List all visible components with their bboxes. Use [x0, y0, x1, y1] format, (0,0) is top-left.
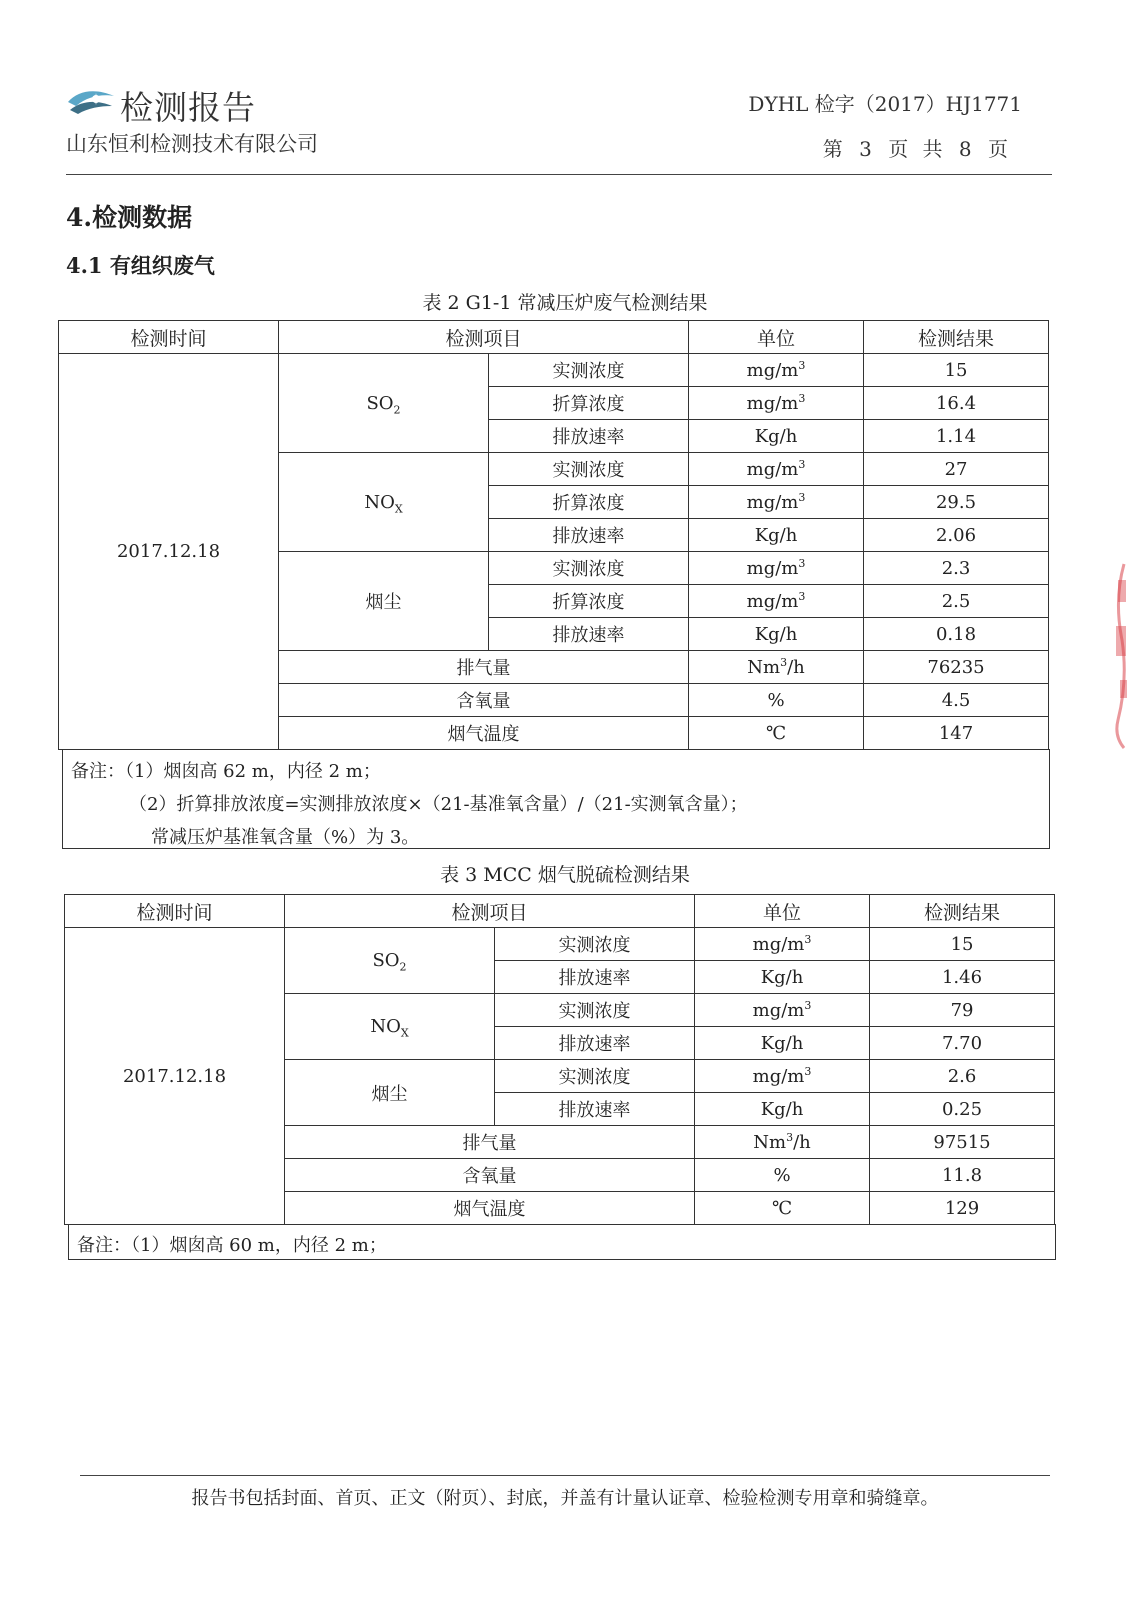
table3-item-cell: 烟气温度 [285, 1192, 695, 1225]
pollutant-name: 烟尘 [365, 592, 402, 613]
table2-note-line: （2）折算排放浓度=实测排放浓度×（21-基准氧含量）/（21-实测氧含量）； [129, 794, 748, 815]
header-divider [66, 174, 1052, 175]
table2-date-cell: 2017.12.18 [59, 354, 279, 750]
unit-label: $mg/m^3$ [752, 998, 812, 1021]
report-title: 检测报告 [120, 88, 256, 127]
page-mid: 页 共 [888, 137, 943, 161]
table2-value-cell: 76235 [864, 651, 1049, 684]
unit-label: Kg/h [754, 524, 798, 546]
report-code: DYHL 检字（2017）HJ1771 [748, 92, 1022, 116]
table2-value-cell: 2.06 [864, 519, 1049, 552]
table2-item-cell: 折算浓度 [489, 486, 689, 519]
table2-item-cell: 排放速率 [489, 519, 689, 552]
table2-value-cell: 29.5 [864, 486, 1049, 519]
page-indicator [823, 133, 1008, 162]
table3-header-cell: 检测时间 [65, 895, 285, 928]
unit-label: Kg/h [760, 1098, 804, 1120]
company-logo-icon [66, 84, 116, 118]
table2-unit-cell [689, 618, 864, 651]
table3-date-cell: 2017.12.18 [65, 928, 285, 1225]
table3-data-row [65, 928, 1055, 961]
table2-header-cell: 检测结果 [864, 321, 1049, 354]
unit-label: $mg/m^3$ [752, 932, 812, 955]
table3-header-cell: 单位 [695, 895, 870, 928]
table2-item-cell: 实测浓度 [489, 453, 689, 486]
table2-unit-cell [689, 486, 864, 519]
table2-header-cell: 单位 [689, 321, 864, 354]
table2-header-cell: 检测项目 [279, 321, 689, 354]
table3-value-cell: 79 [870, 994, 1055, 1027]
unit-label: $mg/m^3$ [746, 490, 806, 513]
footer-text: 报告书包括封面、首页、正文（附页）、封底，并盖有计量认证章、检验检测专用章和骑缝章。 [191, 1488, 939, 1509]
unit-label: $mg/m^3$ [746, 457, 806, 480]
table3-notes [68, 1224, 1056, 1260]
unit-label: $mg/m^3$ [752, 1064, 812, 1087]
table3-pollutant-cell [285, 1060, 495, 1126]
pollutant-name: $NO_X$ [364, 491, 403, 516]
table3-caption: 表 3 MCC 烟气脱硫检测结果 [440, 864, 690, 886]
table3-item-cell: 实测浓度 [495, 1060, 695, 1093]
unit-label: % [767, 689, 785, 711]
table2-value-cell: 2.3 [864, 552, 1049, 585]
pollutant-name: $SO_2$ [366, 392, 401, 417]
table2-caption: 表 2 G1-1 常减压炉废气检测结果 [422, 292, 708, 314]
table3-unit-cell [695, 1159, 870, 1192]
table2-unit-cell [689, 585, 864, 618]
table2-value-cell: 0.18 [864, 618, 1049, 651]
table2-data-row [59, 354, 1049, 387]
table2-unit-cell [689, 453, 864, 486]
unit-label: % [773, 1164, 791, 1186]
table2-item-cell: 实测浓度 [489, 354, 689, 387]
unit-label: ℃ [771, 1197, 793, 1219]
table2-note-line: 常减压炉基准氧含量（%）为 3。 [151, 827, 420, 848]
pollutant-name: $SO_2$ [372, 950, 407, 974]
table2-item-cell: 折算浓度 [489, 387, 689, 420]
table2-item-cell: 实测浓度 [489, 552, 689, 585]
seal-stamp-fragment [1104, 560, 1130, 750]
unit-label: $mg/m^3$ [746, 358, 806, 381]
table3-value-cell: 11.8 [870, 1159, 1055, 1192]
table3-item-cell: 排放速率 [495, 961, 695, 994]
table3-unit-cell [695, 1126, 870, 1159]
table2-value-cell: 4.5 [864, 684, 1049, 717]
table2-value-cell: 147 [864, 717, 1049, 750]
table3-item-cell: 排气量 [285, 1126, 695, 1159]
table3-unit-cell [695, 1060, 870, 1093]
table3-item-cell: 实测浓度 [495, 994, 695, 1027]
table3-unit-cell [695, 1027, 870, 1060]
table2-unit-cell [689, 552, 864, 585]
unit-label: Kg/h [760, 966, 804, 988]
table2-item-cell: 烟气温度 [279, 717, 689, 750]
pollutant-name: $NO_X$ [370, 1016, 409, 1040]
table3-value-cell: 129 [870, 1192, 1055, 1225]
page-current: 3 [859, 137, 872, 161]
unit-label: Nm$^3$/h [753, 1130, 811, 1153]
table2-pollutant-cell [279, 453, 489, 552]
table3-item-cell: 排放速率 [495, 1093, 695, 1126]
table3-unit-cell [695, 961, 870, 994]
table3-value-cell: 15 [870, 928, 1055, 961]
table3-item-cell: 排放速率 [495, 1027, 695, 1060]
table2-value-cell: 2.5 [864, 585, 1049, 618]
table2-notes [62, 749, 1050, 849]
table2-item-cell: 排气量 [279, 651, 689, 684]
table3-unit-cell [695, 994, 870, 1027]
table2-unit-cell [689, 519, 864, 552]
table3-pollutant-cell [285, 928, 495, 994]
table2-header-cell: 检测时间 [59, 321, 279, 354]
company-name: 山东恒利检测技术有限公司 [66, 132, 318, 156]
table3-item-cell: 含氧量 [285, 1159, 695, 1192]
table2-item-cell: 排放速率 [489, 420, 689, 453]
table2-item-cell: 折算浓度 [489, 585, 689, 618]
unit-label: ℃ [765, 722, 787, 744]
table2-unit-cell [689, 354, 864, 387]
table3-item-cell: 实测浓度 [495, 928, 695, 961]
table3-header-cell: 检测结果 [870, 895, 1055, 928]
unit-label: Nm$^3$/h [747, 655, 805, 678]
table2-unit-cell [689, 387, 864, 420]
table2-unit-cell [689, 717, 864, 750]
table3-header-cell: 检测项目 [285, 895, 695, 928]
table3-value-cell: 7.70 [870, 1027, 1055, 1060]
unit-label: $mg/m^3$ [746, 556, 806, 579]
table2-pollutant-cell [279, 354, 489, 453]
pollutant-name: 烟尘 [371, 1083, 408, 1105]
page-prefix: 第 [822, 137, 843, 161]
table3-unit-cell [695, 1093, 870, 1126]
table3-note-line: 备注：（1）烟囱高 60 m，内径 2 m； [77, 1235, 387, 1256]
table2-value-cell: 27 [864, 453, 1049, 486]
table3-value-cell: 1.46 [870, 961, 1055, 994]
table2-item-cell: 含氧量 [279, 684, 689, 717]
section-subtitle: 4.1 有组织废气 [66, 253, 215, 278]
table2 [58, 320, 1049, 750]
table2-value-cell: 16.4 [864, 387, 1049, 420]
table3-value-cell: 2.6 [870, 1060, 1055, 1093]
table3-header-row [65, 895, 1055, 928]
table3-unit-cell [695, 928, 870, 961]
page-total: 8 [958, 137, 972, 161]
unit-label: Kg/h [754, 425, 798, 447]
table2-unit-cell [689, 684, 864, 717]
table2-pollutant-cell [279, 552, 489, 651]
page-suffix: 页 [988, 137, 1008, 161]
table2-value-cell: 1.14 [864, 420, 1049, 453]
unit-label: $mg/m^3$ [746, 589, 806, 612]
table2-unit-cell [689, 420, 864, 453]
table2-header-row [59, 321, 1049, 354]
table3-unit-cell [695, 1192, 870, 1225]
section-title: 4.检测数据 [66, 203, 193, 232]
unit-label: Kg/h [754, 623, 798, 645]
unit-label: $mg/m^3$ [746, 391, 806, 414]
table2-note-line: 备注：（1）烟囱高 62 m，内径 2 m； [71, 761, 381, 782]
footer-divider [80, 1475, 1050, 1476]
unit-label: Kg/h [760, 1032, 804, 1054]
table3-value-cell: 97515 [870, 1126, 1055, 1159]
table3 [64, 894, 1055, 1225]
table3-pollutant-cell [285, 994, 495, 1060]
table2-unit-cell [689, 651, 864, 684]
table2-item-cell: 排放速率 [489, 618, 689, 651]
table3-value-cell: 0.25 [870, 1093, 1055, 1126]
table2-value-cell: 15 [864, 354, 1049, 387]
